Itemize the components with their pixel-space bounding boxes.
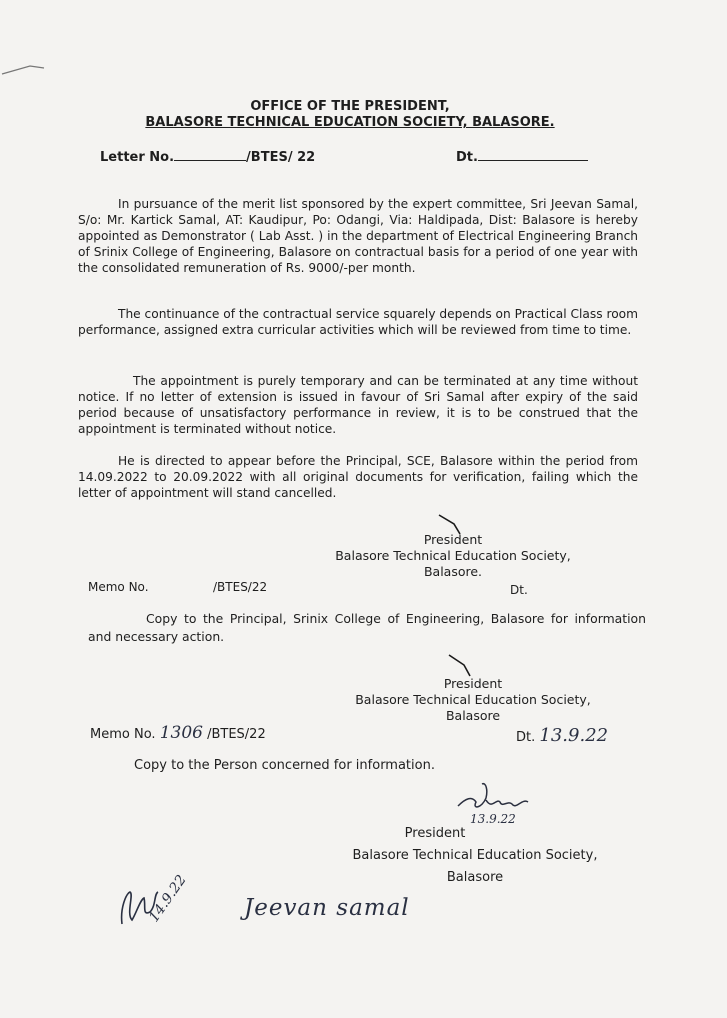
letter-number-line [100,148,315,165]
paragraph-continuance: The continuance of the contractual service squarely depends on Practical Class room performance, assigned extra curricular activities which will be reviewed from time to time. [78,307,638,337]
memo1-copy-text: Copy to the Principal, Srinix College of Engineering, Balasore for information and necessary action. [88,611,646,644]
memo2-line [90,723,266,743]
memo1-suffix: /BTES/22 [213,580,268,594]
memo2-date-label: Dt. [516,730,536,745]
memo2-suffix: /BTES/22 [207,727,266,742]
memo1-label: Memo No. [88,580,149,594]
signatory-org: Balasore Technical Education Society, [352,848,598,863]
signature-block-1 [318,532,588,580]
letter-no-suffix: /BTES/ 22 [246,150,316,165]
signatory-org: Balasore Technical Education Society, [355,692,591,707]
signature-block-3 [340,823,610,889]
memo2-label: Memo No. [90,727,156,742]
memo2-copy-text: Copy to the Person concerned for information. [134,758,435,773]
signature-tick-2 [446,652,476,678]
memo2-number: 1306 [159,723,203,743]
recipient-name: Jeevan samal [244,895,410,921]
president-signature-date: 13.9.22 [470,812,516,826]
letter-no-label: Letter No. [100,150,175,165]
paragraph-directive: He is directed to appear before the Principal, SCE, Balasore within the period from 14.09.2022 to 20.09.2022 with all original documents for verification, failing which the letter of appointment will stand cancelled. [78,454,638,500]
signatory-title: President [443,676,503,691]
office-title: OFFICE OF THE PRESIDENT, [250,99,450,114]
signature-block-2 [338,676,608,724]
society-title: BALASORE TECHNICAL EDUCATION SOCIETY, BALASORE. [145,115,555,130]
letter-date-label: Dt. [456,150,478,165]
memo2-date-line [516,725,608,746]
signatory-place: Balasore. [423,564,483,579]
paragraph-temporary: The appointment is purely temporary and can be terminated at any time without notice. If no letter of extension is issued in favour of Sri Samal after expiry of the said period because of unsatisfactory performance in review, it is to be construed that the appointment is terminated without notice. [78,374,638,436]
signatory-title: President [423,532,483,547]
memo1-date-label: Dt. [510,583,528,597]
memo2-date: 13.9.22 [539,725,609,746]
corner-mark [0,58,50,78]
recipient-date: 14.9.22 [146,872,190,926]
signatory-org: Balasore Technical Education Society, [335,548,571,563]
paragraph-appointment: In pursuance of the merit list sponsored by the expert committee, Sri Jeevan Samal, S/o: Mr. Kartick Samal, AT: Kaudipur, Po: Odangi, Via: Haldipada, Dist: Balasore is hereby appointed as Demonstrator ( Lab Asst. ) in the department of Electrical Engineering Branch of Srinix College of Engineering, Balasore on contractual basis for a period of one year with the consolidated remuneration of Rs. 9000/-per month. [78,197,638,275]
letter-date-line [456,148,588,165]
signatory-title: President [404,826,466,841]
signatory-place: Balasore [445,708,501,723]
signatory-place: Balasore [446,870,504,885]
